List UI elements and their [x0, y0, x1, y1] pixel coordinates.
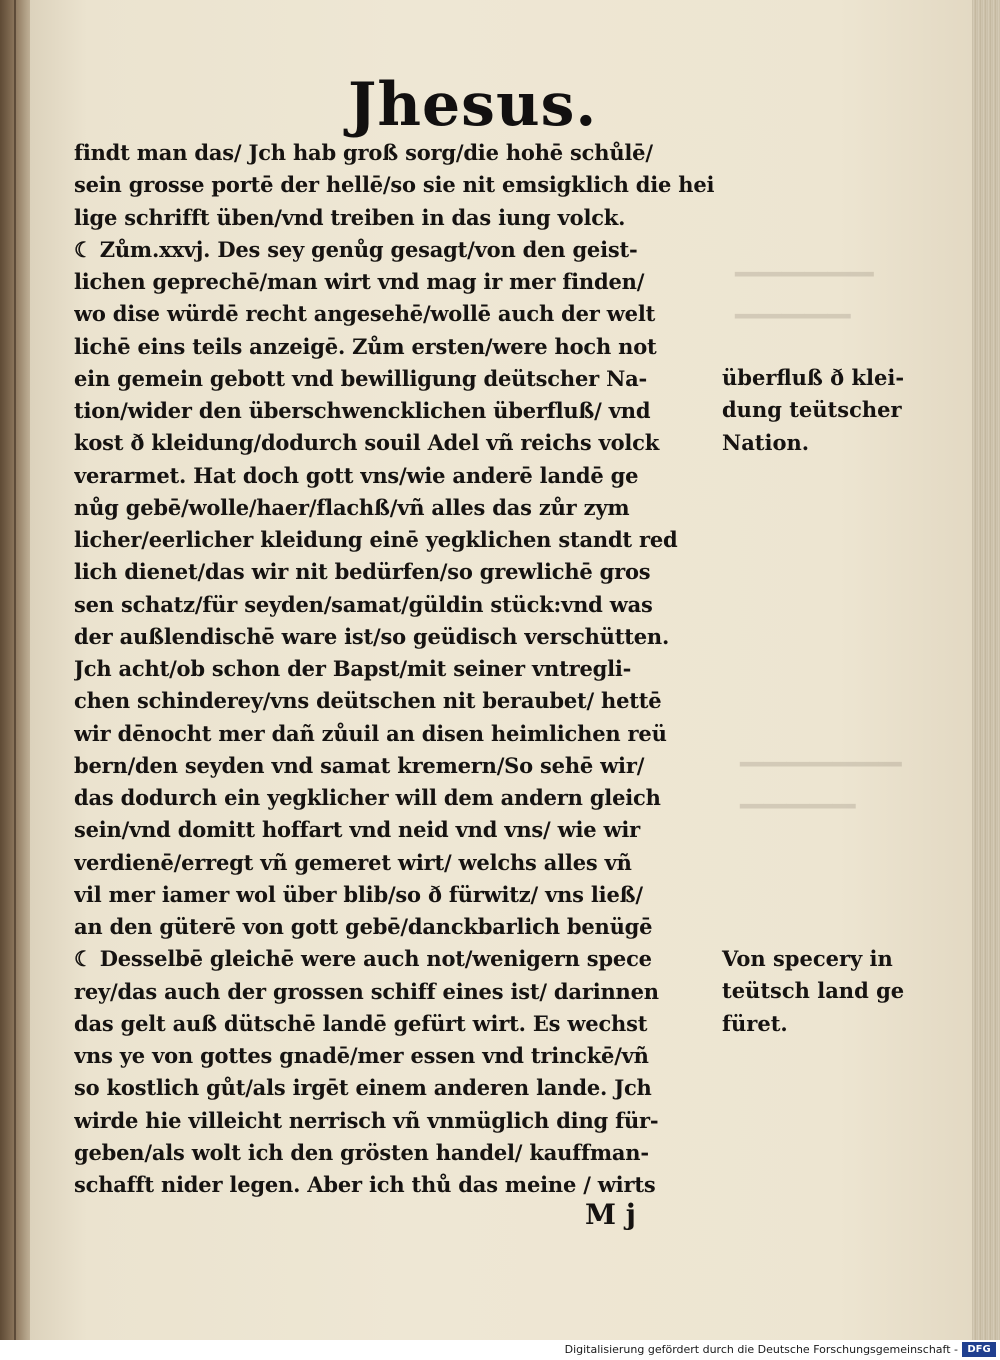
gutter-line [14, 0, 16, 1340]
text-line: der außlendischē ware ist/so geüdisch verschütten. [74, 623, 670, 649]
text-line: das gelt auß dütschē landē gefürt wirt. Es wechst [74, 1010, 648, 1036]
signature-mark: M j [585, 1198, 636, 1231]
text-line: tion/wider den überschwencklichen überfluß/ vnd [74, 398, 651, 423]
text-line: bern/den seyden vnd samat kremern/So sehē wir/ [74, 752, 645, 778]
margin-note-2 [722, 943, 972, 1040]
text-line: findt man das/ Jch hab groß sorg/die hohē schůlē/ [74, 140, 653, 165]
margin-note-line: überfluß ð klei- [722, 365, 905, 390]
show-through-text: ▔▔▔▔▔▔▔ ▔▔▔▔▔ [740, 763, 902, 840]
text-line: sen schatz/für seyden/samat/güldin stück:vnd was [74, 591, 653, 617]
text-line: das dodurch ein yegklicher will dem andern gleich [74, 785, 661, 810]
main-text-block [74, 137, 724, 1201]
text-line: ☾ Desselbē gleichē were auch not/wenigern spece [74, 946, 652, 972]
text-line: lige schrifft üben/vnd treiben in das iung volck. [74, 204, 626, 230]
text-line: ☾ Zům.xxvj. Des sey genůg gesagt/von den geist- [74, 236, 638, 262]
text-line: lichē eins teils anzeigē. Zům ersten/were hoch not [74, 333, 657, 359]
text-line: so kostlich gůt/als irgēt einem anderen lande. Jch [74, 1075, 652, 1101]
running-head: Jhesus. [348, 70, 598, 140]
text-line: schafft nider legen. Aber ich thů das meine / wirts [74, 1172, 656, 1197]
text-line: nůg gebē/wolle/haer/flachß/vñ alles das zůr zym [74, 494, 630, 520]
dfg-logo-icon: DFG [962, 1342, 996, 1357]
text-line: vil mer iamer wol über blib/so ð fürwitz/ vns ließ/ [74, 881, 643, 907]
text-line: Jch acht/ob schon der Bapst/mit seiner vntregli- [74, 656, 632, 681]
text-line: sein/vnd domitt hoffart vnd neid vnd vns/ wie wir [74, 817, 641, 843]
text-line: sein grosse portē der hellē/so sie nit emsigklich die hei [74, 172, 715, 198]
text-line: kost ð kleidung/dodurch souil Adel vñ reichs volck [74, 430, 660, 456]
text-line: verarmet. Hat doch gott vns/wie anderē landē ge [74, 462, 639, 488]
margin-note-line: dung teütscher [722, 397, 902, 423]
margin-note-line: teütsch land ge [722, 978, 905, 1004]
text-line: verdienē/erregt vñ gemeret wirt/ welchs alles vñ [74, 849, 632, 875]
funding-credit: Digitalisierung gefördert durch die Deutsche Forschungsgemeinschaft - [564, 1343, 958, 1356]
margin-note-line: Nation. [722, 429, 810, 455]
margin-note-1 [722, 362, 972, 459]
text-line: an den güterē von gott gebē/danckbarlich benügē [74, 914, 653, 939]
text-line: chen schinderey/vns deütschen nit beraubet/ hettē [74, 688, 662, 714]
show-through-text: ▔▔▔▔▔▔ ▔▔▔▔▔ [735, 273, 874, 350]
text-line: geben/als wolt ich den grösten handel/ kauffman- [74, 1139, 649, 1165]
text-line: ein gemein gebott vnd bewilligung deütscher Na- [74, 365, 648, 391]
footer-bar [0, 1340, 1000, 1360]
text-line: wo dise würdē recht angesehē/wollē auch der welt [74, 301, 656, 327]
text-line: lich dienet/das wir nit bedürfen/so grewlichē gros [74, 559, 651, 585]
text-line: vns ye von gottes gnadē/mer essen vnd trinckē/vñ [74, 1043, 649, 1068]
text-line: rey/das auch der grossen schiff eines ist/ darinnen [74, 978, 659, 1004]
text-line: wir dēnocht mer dañ zůuil an disen heimlichen reü [74, 720, 667, 746]
margin-note-line: Von specery in [722, 946, 893, 971]
text-line: wirde hie villeicht nerrisch vñ vnmüglich ding für- [74, 1107, 659, 1133]
text-line: lichen geprechē/man wirt vnd mag ir mer finden/ [74, 269, 645, 294]
text-line: licher/eerlicher kleidung einē yegklichen standt red [74, 527, 678, 552]
page-fore-edge [972, 0, 1000, 1340]
margin-note-line: füret. [722, 1010, 788, 1036]
